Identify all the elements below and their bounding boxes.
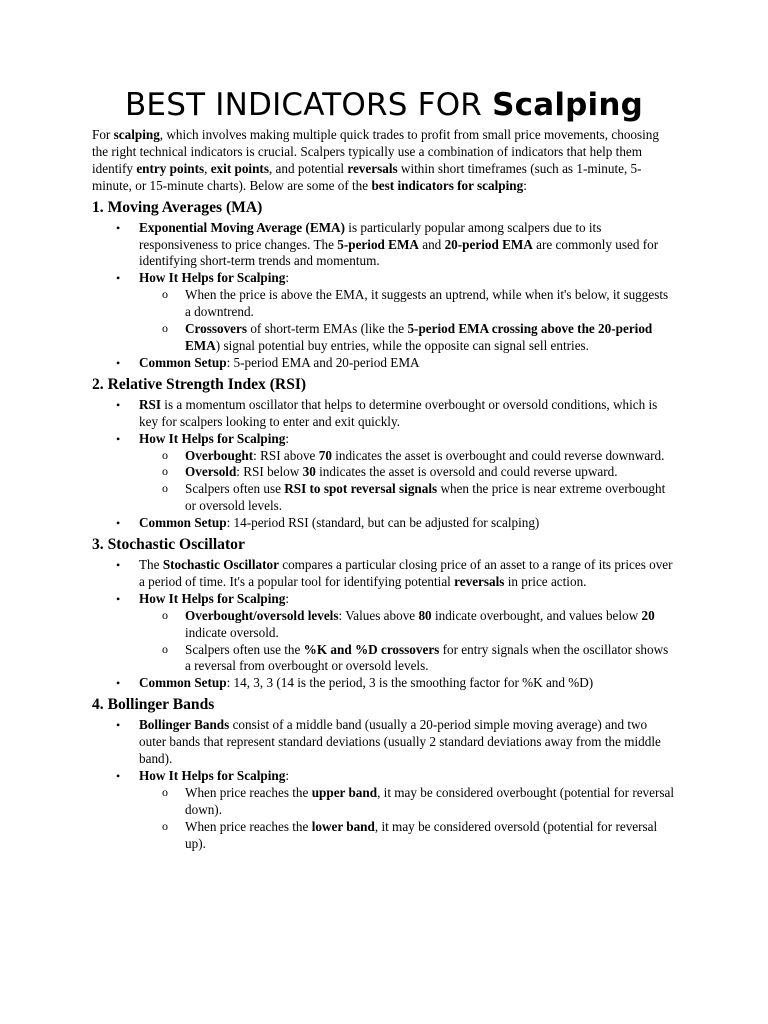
sub-bullet-item: [185, 785, 676, 819]
bold-text-run: Common Setup: [139, 354, 227, 370]
bold-text-run: How It Helps for Scalping: [139, 768, 286, 783]
text-run: indicates the asset is oversold and could reverse upward.: [315, 464, 618, 480]
bullet-text: [139, 557, 673, 589]
text-run: of short-term EMAs (like the: [247, 321, 408, 337]
bold-text-run: 80: [418, 607, 432, 623]
bold-text-run: reversals: [454, 573, 505, 589]
text-run: :: [285, 590, 289, 606]
text-run: and: [418, 236, 445, 252]
text-run: , it may be considered overbought (potential for reversal down).: [185, 784, 675, 817]
sub-bullet-list: [139, 608, 676, 676]
text-run: are commonly used for identifying short-term trends and momentum.: [139, 236, 659, 269]
text-run: is particularly popular among scalpers due to its responsiveness to price changes. The: [139, 219, 602, 252]
page-title: [92, 0, 676, 125]
bullet-text: [139, 768, 289, 783]
text-run: , and potential: [268, 160, 348, 176]
bullet-list: [92, 557, 676, 692]
bold-text-run: %K and %D crossovers: [303, 641, 440, 657]
bold-text-run: Overbought/oversold levels: [185, 607, 339, 623]
text-run: compares a particular closing price of an asset to a range of its prices over a period of time. It's a popular tool for identifying potential: [139, 557, 673, 589]
text-run: :: [285, 768, 289, 783]
sections-container: [92, 198, 676, 853]
bold-text-run: 30: [302, 464, 316, 480]
bold-text-run: exit points: [210, 160, 269, 176]
bold-text-run: Oversold: [185, 464, 237, 480]
bullet-list: [92, 220, 676, 372]
bold-text-run: Exponential Moving Average (EMA): [139, 219, 345, 235]
text-run: When price reaches the: [185, 784, 312, 800]
bullet-list: [92, 397, 676, 532]
bullet-text: [139, 397, 657, 429]
bold-text-run: Common Setup: [139, 675, 227, 691]
text-run: indicates the asset is overbought and could reverse downward.: [331, 447, 665, 463]
text-run: for entry signals when the oscillator shows a reversal from overbought or oversold levels.: [185, 641, 669, 674]
text-run: When price reaches the: [185, 818, 312, 834]
bullet-text: [139, 270, 289, 285]
bullet-text: [139, 515, 539, 530]
bold-text-run: 70: [318, 447, 332, 463]
sub-bullet-list: [139, 287, 676, 355]
text-run: ) signal potential buy entries, while the opposite can signal sell entries.: [215, 337, 589, 353]
section-heading: 2. Relative Strength Index (RSI): [92, 375, 307, 393]
text-run: is a momentum oscillator that helps to determine overbought or oversold conditions, which is key for scalpers looking to enter and exit quickly.: [139, 396, 658, 429]
text-run: in price action.: [504, 573, 587, 589]
text-run: For: [92, 127, 114, 142]
text-run: When the price is above the EMA, it suggests an uptrend, while when it's below, it suggests a downtrend.: [185, 287, 669, 320]
bold-text-run: lower band: [311, 818, 375, 834]
sub-bullet-item: [185, 287, 676, 321]
text-run: within short timeframes (such as 1-minute, 5-minute, or 15-minute charts). Below are some of the: [92, 160, 642, 193]
bold-text-run: Common Setup: [139, 515, 227, 531]
text-run: The: [139, 557, 163, 573]
text-run: consist of a middle band (usually a 20-period simple moving average) and two outer bands that represent standard deviations (usually 2 standard deviations away from the middle band).: [139, 717, 661, 767]
bullet-list: [92, 717, 676, 852]
sub-bullet-item: [185, 819, 676, 853]
bold-text-run: 5-period EMA: [337, 236, 419, 252]
bold-text-run: upper band: [311, 784, 378, 800]
bullet-text: [139, 591, 289, 606]
sub-bullet-item: [185, 481, 676, 515]
text-run: , it may be considered oversold (potential for reversal up).: [185, 818, 658, 851]
title-bold: Scalping: [492, 87, 644, 123]
section-heading: 1. Moving Averages (MA): [92, 198, 263, 216]
text-run: : 14, 3, 3 (14 is the period, 3 is the smoothing factor for %K and %D): [226, 675, 594, 691]
text-run: , which involves making multiple quick trades to profit from small price movements, choosing the right technical indicators is crucial. Scalpers typically use a combination of indicators that help them identify: [92, 127, 659, 176]
bold-text-run: RSI to spot reversal signals: [284, 481, 438, 497]
bullet-text: [139, 355, 420, 370]
text-run: : Values above: [338, 607, 419, 623]
sub-bullet-list: [139, 448, 676, 516]
bold-text-run: reversals: [347, 160, 398, 176]
bullet-item: [139, 355, 676, 372]
bullet-text: [139, 431, 289, 446]
text-run: indicate oversold.: [185, 624, 279, 640]
text-run: :: [285, 430, 289, 446]
title-normal: BEST INDICATORS FOR: [124, 87, 493, 123]
bullet-text: [139, 717, 661, 766]
bold-text-run: RSI: [139, 396, 161, 412]
text-run: Scalpers often use the: [185, 641, 304, 657]
section-heading: 4. Bollinger Bands: [92, 696, 215, 714]
text-run: :: [523, 177, 527, 193]
intro-paragraph: [92, 127, 676, 195]
bullet-text: [139, 220, 658, 269]
bullet-item: [139, 768, 676, 853]
text-run: when the price is near extreme overbought or oversold levels.: [185, 481, 666, 514]
bold-text-run: Overbought: [185, 447, 254, 463]
bold-text-run: Crossovers: [185, 321, 248, 337]
bullet-item: [139, 220, 676, 271]
bold-text-run: scalping: [113, 127, 160, 142]
text-run: indicate overbought, and values below: [431, 607, 642, 623]
bullet-item: [139, 431, 676, 516]
text-run: : 14-period RSI (standard, but can be adjusted for scalping): [226, 515, 540, 531]
bullet-item: [139, 591, 676, 676]
bold-text-run: How It Helps for Scalping: [139, 590, 286, 606]
bullet-item: [139, 397, 676, 431]
bullet-item: [139, 717, 676, 768]
bold-text-run: How It Helps for Scalping: [139, 270, 286, 286]
text-run: :: [285, 270, 289, 286]
text-run: : RSI below: [236, 464, 303, 480]
sub-bullet-item: [185, 448, 676, 465]
bullet-item: [139, 557, 676, 591]
text-run: : 5-period EMA and 20-period EMA: [226, 354, 420, 370]
bold-text-run: Stochastic Oscillator: [162, 557, 279, 573]
sub-bullet-item: [185, 464, 676, 481]
sub-bullet-item: [185, 321, 676, 355]
bold-text-run: 5-period EMA crossing above the 20-period EMA: [185, 321, 653, 353]
sub-bullet-item: [185, 608, 676, 642]
bullet-text: [139, 675, 593, 690]
sub-bullet-list: [139, 785, 676, 853]
sub-bullet-item: [185, 642, 676, 676]
text-run: Scalpers often use: [185, 481, 285, 497]
bold-text-run: 20: [641, 607, 655, 623]
text-run: ,: [204, 160, 211, 176]
bold-text-run: best indicators for scalping: [371, 177, 524, 193]
bold-text-run: 20-period EMA: [444, 236, 533, 252]
bullet-item: [139, 675, 676, 692]
bold-text-run: Bollinger Bands: [139, 717, 230, 733]
section-heading: 3. Stochastic Oscillator: [92, 536, 245, 554]
bold-text-run: entry points: [136, 160, 205, 176]
text-run: : RSI above: [253, 447, 319, 463]
bold-text-run: How It Helps for Scalping: [139, 430, 286, 446]
bullet-item: [139, 270, 676, 355]
bullet-item: [139, 515, 676, 532]
